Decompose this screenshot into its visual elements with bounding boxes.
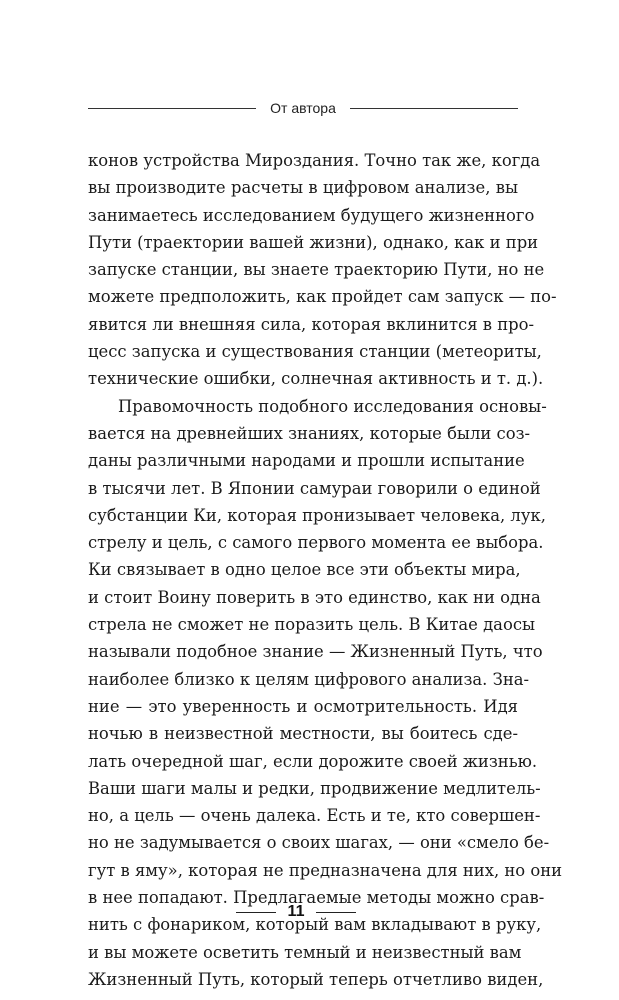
text-line: и вы можете осветить темный и неизвестный вам	[88, 942, 522, 962]
folio-rule-left	[236, 912, 276, 913]
page-footer	[236, 903, 356, 921]
page-number: 11	[287, 903, 305, 920]
text-line: Ваши шаги малы и редки, продвижение медлитель-	[88, 778, 541, 798]
text-line: запуске станции, вы знаете траекторию Пути, но не	[88, 260, 545, 280]
text-line: стрелу и цель, с самого первого момента ее выбора.	[88, 533, 544, 553]
running-head-rule-left	[88, 108, 256, 109]
text-line: и стоит Воину поверить в это единство, как ни одна	[88, 587, 541, 607]
text-line: нить с фонариком, который вам вкладывают в руку,	[88, 915, 542, 935]
text-line: Правомочность подобного исследования основы-	[118, 396, 547, 416]
text-line: в тысячи лет. В Японии самураи говорили о единой	[88, 478, 541, 498]
text-line: ночью в неизвестной местности, вы боитесь сде-	[88, 724, 518, 744]
text-line: занимаетесь исследованием будущего жизненного	[88, 205, 535, 225]
text-line: вается на древнейших знаниях, которые были соз-	[88, 423, 531, 443]
text-line: Пути (траектории вашей жизни), однако, как и при	[88, 232, 539, 252]
running-head-title: От автора	[270, 100, 336, 116]
text-line: но, а цель — очень далека. Есть и те, кто совершен-	[88, 806, 541, 826]
folio-rule-right	[316, 912, 356, 913]
paragraph-1	[88, 147, 557, 393]
text-line: явится ли внешняя сила, которая вклинится в про-	[88, 314, 535, 334]
text-line: даны различными народами и прошли испытание	[88, 451, 525, 471]
text-line: вы производите расчеты в цифровом анализе, вы	[88, 178, 518, 198]
text-line: называли подобное знание — Жизненный Путь, что	[88, 642, 543, 662]
text-line: в нее попадают. Предлагаемые методы можно срав-	[88, 888, 545, 908]
text-line: гут в яму», которая не предназначена для них, но они	[88, 860, 563, 880]
text-line: конов устройства Мироздания. Точно так же, когда	[88, 151, 541, 170]
text-line: стрела не сможет не поразить цель. В Китае даосы	[88, 615, 536, 635]
text-line: Жизненный Путь, который теперь отчетливо виден,	[88, 969, 544, 989]
text-line: технические ошибки, солнечная активность и т. д.).	[88, 369, 544, 389]
text-line: ние — это уверенность и осмотрительность. Идя	[88, 696, 518, 716]
text-line: субстанции Ки, которая пронизывает человека, лук,	[88, 505, 546, 525]
text-line: наиболее близко к целям цифрового анализа. Зна-	[88, 669, 530, 689]
text-line: Ки связывает в одно целое все эти объекты мира,	[88, 560, 521, 580]
text-line: лать очередной шаг, если дорожите своей жизнью.	[88, 751, 538, 771]
body-text	[88, 147, 563, 993]
running-head	[88, 98, 518, 118]
text-line: можете предположить, как пройдет сам запуск — по-	[88, 287, 557, 307]
text-line: но не задумывается о своих шагах, — они «смело бе-	[88, 833, 550, 853]
running-head-rule-right	[350, 108, 518, 109]
text-line: цесс запуска и существования станции (метеориты,	[88, 342, 542, 362]
